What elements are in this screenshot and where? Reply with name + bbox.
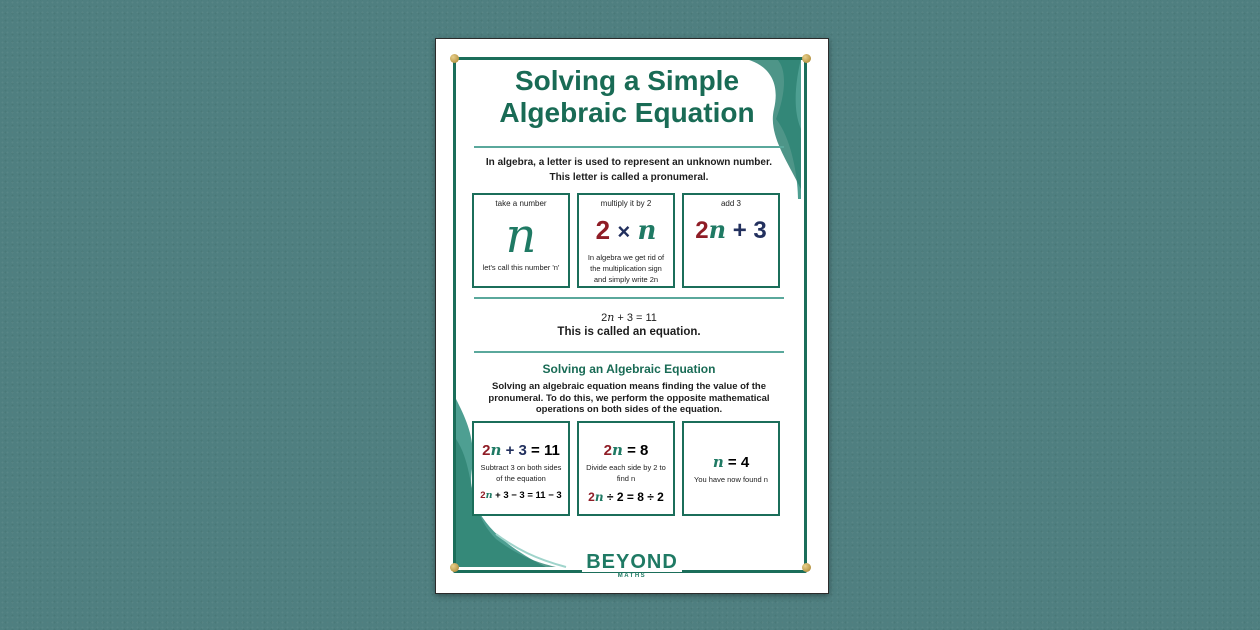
divider (474, 351, 784, 353)
intro-line-2: This letter is called a pronumeral. (549, 172, 709, 183)
add-expression: 2n + 3 (695, 215, 767, 244)
intro-text (474, 155, 784, 185)
poster-title (466, 65, 788, 129)
step-note: Divide each side by 2 to find n (586, 463, 666, 483)
box-note: let's call this number 'n' (482, 263, 560, 272)
step-calculation: 2n ÷ 2 = 8 ÷ 2 (588, 490, 664, 504)
pronumeral-symbol: n (505, 208, 537, 264)
section-title: Solving an Algebraic Equation (542, 362, 716, 376)
box-add (682, 193, 780, 288)
title-line-1: Solving a Simple (514, 65, 740, 96)
multiply-expression: 2 × n (595, 215, 657, 246)
equation: 2n + 3 = 11 (601, 311, 657, 324)
step-calculation: 2n + 3 − 3 = 11 − 3 (480, 490, 562, 501)
box-caption: add 3 (720, 199, 742, 208)
beyond-maths-logo (436, 552, 828, 580)
title-line-2: Algebraic Equation (499, 97, 755, 128)
step-note: You have now found n (694, 475, 768, 484)
box-multiply (577, 193, 675, 288)
logo-subtext: MATHS (617, 573, 647, 579)
intro-line-1: In algebra, a letter is used to represent an unknown number. (485, 157, 773, 168)
poster (435, 38, 829, 594)
equation-block (474, 311, 784, 339)
step-box-1 (472, 421, 570, 516)
step-note: Subtract 3 on both sides of the equation (480, 463, 562, 483)
step-equation: 2n = 8 (603, 441, 649, 459)
divider (474, 297, 784, 299)
step-equation: 2n + 3 = 11 (482, 441, 560, 459)
pin-icon (450, 54, 459, 63)
logo-wordmark: BEYOND (582, 552, 682, 572)
divider (474, 146, 784, 148)
step-box-3 (682, 421, 780, 516)
equation-caption: This is called an equation. (557, 326, 701, 338)
section-text: Solving an algebraic equation means finding the value of the pronumeral. To do this, we perform the opposite mathematical operations on both sides of the equation. (488, 381, 770, 415)
box-caption: multiply it by 2 (600, 199, 652, 208)
box-caption: take a number (495, 199, 547, 208)
pin-icon (802, 54, 811, 63)
step-equation: n = 4 (712, 453, 750, 471)
step-box-2 (577, 421, 675, 516)
box-take-number (472, 193, 570, 288)
box-note: In algebra we get rid of the multiplication sign and simply write 2n (587, 253, 665, 284)
